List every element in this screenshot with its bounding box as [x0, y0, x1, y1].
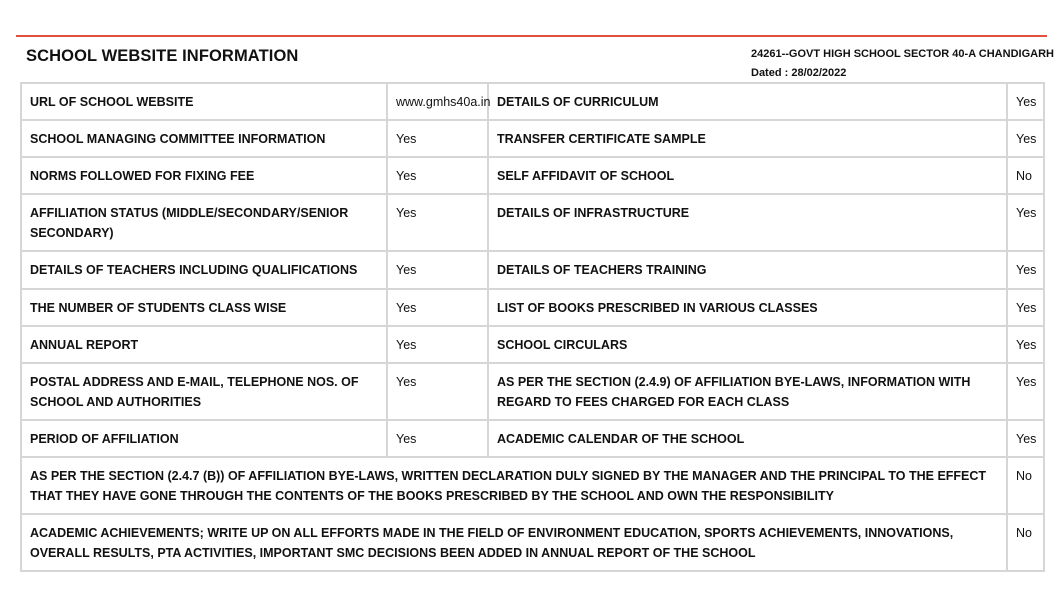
- answer-cell: Yes: [387, 251, 488, 289]
- answer-cell: Yes: [387, 120, 488, 157]
- question-cell: ANNUAL REPORT: [21, 326, 387, 363]
- answer-cell: Yes: [1007, 363, 1044, 420]
- question-cell: DETAILS OF INFRASTRUCTURE: [488, 194, 1007, 251]
- top-divider: [16, 35, 1047, 37]
- question-cell: DETAILS OF TEACHERS INCLUDING QUALIFICATIONS: [21, 251, 387, 289]
- answer-cell: No: [1007, 157, 1044, 194]
- info-table: [20, 82, 1045, 572]
- answer-cell: Yes: [1007, 251, 1044, 289]
- table-row: [21, 83, 1044, 120]
- table-row: [21, 514, 1044, 571]
- question-cell: PERIOD OF AFFILIATION: [21, 420, 387, 457]
- question-cell: DETAILS OF CURRICULUM: [488, 83, 1007, 120]
- table-row: [21, 420, 1044, 457]
- answer-cell: Yes: [1007, 194, 1044, 251]
- answer-cell: No: [1007, 514, 1044, 571]
- answer-cell: Yes: [1007, 120, 1044, 157]
- date-label: Dated : 28/02/2022: [751, 67, 847, 79]
- answer-cell: Yes: [1007, 326, 1044, 363]
- question-cell: AFFILIATION STATUS (MIDDLE/SECONDARY/SENIOR SECONDARY): [21, 194, 387, 251]
- school-name: 24261--GOVT HIGH SCHOOL SECTOR 40-A CHANDIGARH: [751, 48, 1054, 60]
- question-cell: AS PER THE SECTION (2.4.9) OF AFFILIATION BYE-LAWS, INFORMATION WITH REGARD TO FEES CHARGED FOR EACH CLASS: [488, 363, 1007, 420]
- answer-cell: Yes: [387, 363, 488, 420]
- answer-cell: Yes: [1007, 83, 1044, 120]
- website-url-link[interactable]: www.gmhs40a.in: [387, 83, 488, 120]
- table-row: [21, 363, 1044, 420]
- answer-cell: Yes: [387, 289, 488, 326]
- table-row: [21, 326, 1044, 363]
- question-cell: THE NUMBER OF STUDENTS CLASS WISE: [21, 289, 387, 326]
- table-row: [21, 194, 1044, 251]
- answer-cell: Yes: [387, 326, 488, 363]
- page-title: SCHOOL WEBSITE INFORMATION: [26, 47, 299, 65]
- question-cell: ACADEMIC ACHIEVEMENTS; WRITE UP ON ALL EFFORTS MADE IN THE FIELD OF ENVIRONMENT EDUCATION, SPORTS ACHIEVEMENTS, INNOVATIONS, OVERALL RESULTS, PTA ACTIVITIES, IMPORTANT SMC DECISIONS BEEN ADDED IN ANNUAL REPORT OF THE SCHOOL: [21, 514, 1007, 571]
- answer-cell: Yes: [1007, 289, 1044, 326]
- table-row: [21, 157, 1044, 194]
- answer-cell: No: [1007, 457, 1044, 514]
- table-row: [21, 457, 1044, 514]
- answer-cell: Yes: [387, 157, 488, 194]
- question-cell: ACADEMIC CALENDAR OF THE SCHOOL: [488, 420, 1007, 457]
- table-row: [21, 289, 1044, 326]
- answer-cell: Yes: [1007, 420, 1044, 457]
- question-cell: DETAILS OF TEACHERS TRAINING: [488, 251, 1007, 289]
- question-cell: URL OF SCHOOL WEBSITE: [21, 83, 387, 120]
- question-cell: TRANSFER CERTIFICATE SAMPLE: [488, 120, 1007, 157]
- question-cell: NORMS FOLLOWED FOR FIXING FEE: [21, 157, 387, 194]
- table-row: [21, 120, 1044, 157]
- question-cell: AS PER THE SECTION (2.4.7 (B)) OF AFFILIATION BYE-LAWS, WRITTEN DECLARATION DULY SIGNED BY THE MANAGER AND THE PRINCIPAL TO THE EFFECT THAT THEY HAVE GONE THROUGH THE CONTENTS OF THE BOOKS PRESCRIBED BY THE SCHOOL AND OWN THE RESPONSIBILITY: [21, 457, 1007, 514]
- question-cell: SELF AFFIDAVIT OF SCHOOL: [488, 157, 1007, 194]
- question-cell: POSTAL ADDRESS AND E-MAIL, TELEPHONE NOS. OF SCHOOL AND AUTHORITIES: [21, 363, 387, 420]
- table-row: [21, 251, 1044, 289]
- question-cell: SCHOOL CIRCULARS: [488, 326, 1007, 363]
- question-cell: SCHOOL MANAGING COMMITTEE INFORMATION: [21, 120, 387, 157]
- answer-cell: Yes: [387, 420, 488, 457]
- answer-cell: Yes: [387, 194, 488, 251]
- question-cell: LIST OF BOOKS PRESCRIBED IN VARIOUS CLASSES: [488, 289, 1007, 326]
